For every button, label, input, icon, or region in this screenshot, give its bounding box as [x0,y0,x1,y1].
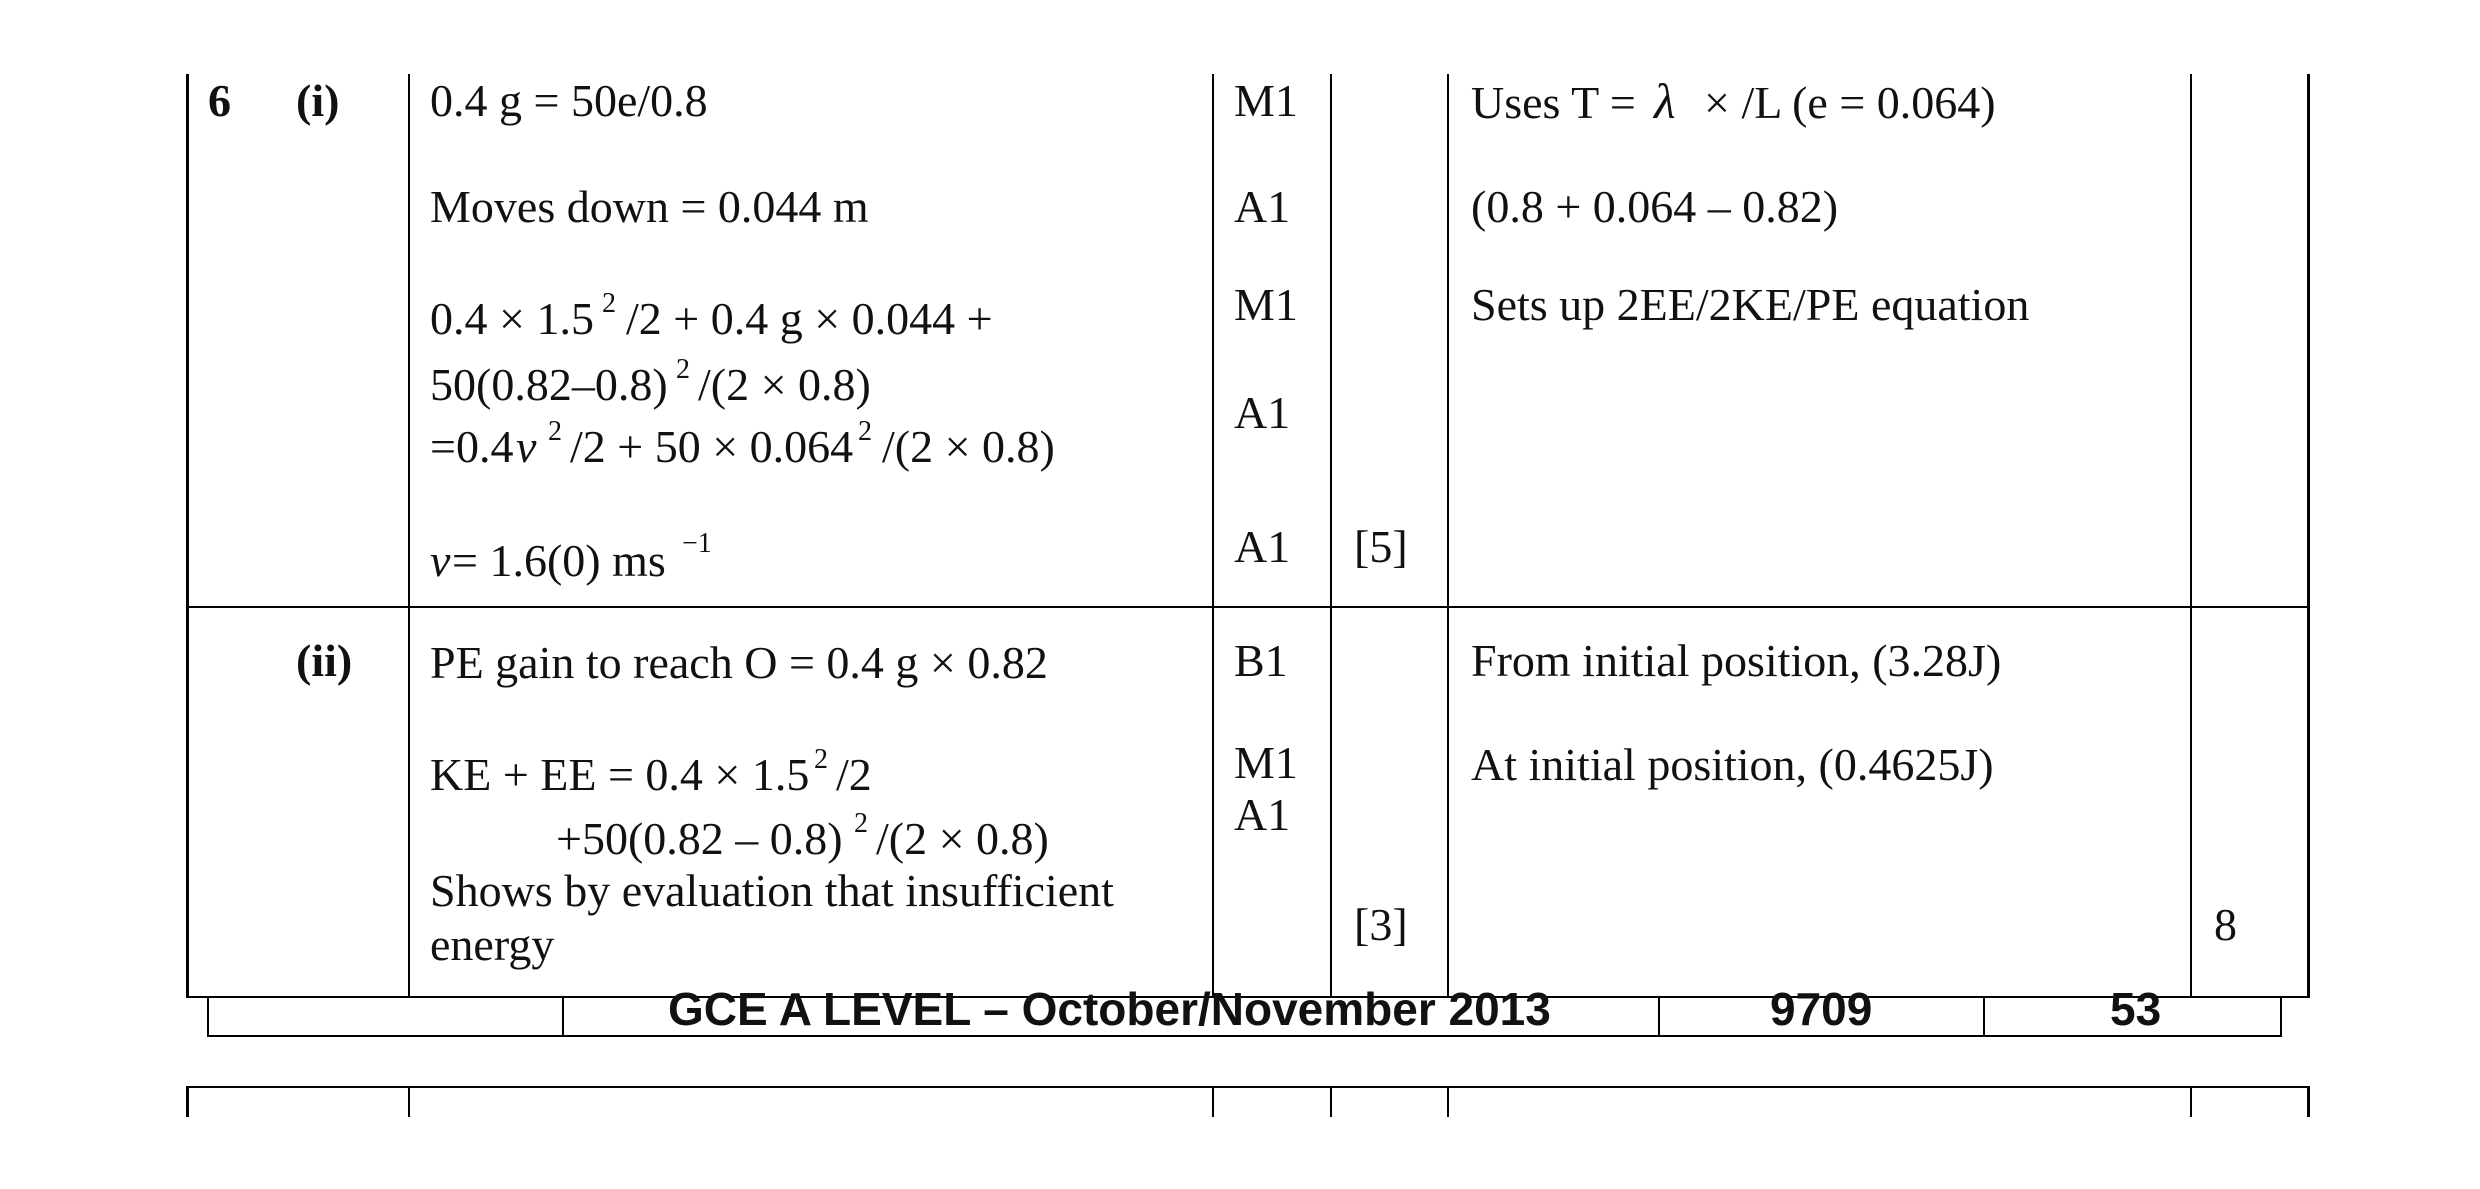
part-ii-line-1: PE gain to reach O = 0.4 g × 0.82 [430,637,1048,688]
part-i-mark-2: A1 [1234,181,1291,232]
part-i-line-4b: /(2 × 0.8) [698,359,871,410]
part-i-line-5b: /2 + 50 × 0.064 [570,421,854,472]
next-table-divider-3 [1330,1086,1332,1117]
header-title: GCE A LEVEL – October/November 2013 [668,983,1551,1035]
part-i-line-5c: /(2 × 0.8) [882,421,1055,472]
part-i-line-5-exponent-2: 2 [858,416,872,447]
part-i-line-5a: =0.4 [430,421,514,472]
part-ii-label: (ii) [296,635,353,686]
part-i-line-3a: 0.4 × 1.5 [430,293,594,344]
part-i-label: (i) [296,75,340,126]
part-i-line-4a: 50(0.82–0.8) [430,359,668,410]
part-ii-mark-1: B1 [1234,635,1288,686]
part-ii-mark-2: M1 [1234,737,1298,788]
header-border-left [207,996,209,1037]
next-table-divider-5 [2190,1086,2192,1117]
header-divider-1 [562,996,564,1037]
next-table-border-right [2307,1086,2310,1117]
table-col-divider-3 [1330,74,1332,998]
next-table-border-left [186,1086,189,1117]
part-ii-line-3-exponent: 2 [854,808,868,839]
part-ii-total: [3] [1354,899,1408,950]
question-number: 6 [208,75,231,126]
part-i-line-6-exponent: −1 [682,528,712,559]
part-i-line-1: 0.4 g = 50e/0.8 [430,75,708,126]
part-i-mark-1: M1 [1234,75,1298,126]
next-table-divider-2 [1212,1086,1214,1117]
part-ii-line-4: Shows by evaluation that insufficient [430,865,1114,916]
part-ii-line-2-exponent: 2 [814,744,828,775]
part-ii-line-2a: KE + EE = 0.4 × 1.5 [430,749,810,800]
table-col-divider-2 [1212,74,1214,998]
next-table-divider-4 [1447,1086,1449,1117]
header-paper: 53 [2110,983,2162,1035]
header-border-right [2280,996,2282,1037]
table-col-divider-5 [2190,74,2192,998]
header-divider-3 [1983,996,1985,1037]
part-ii-mark-3: A1 [1234,789,1291,840]
part-i-total: [5] [1354,521,1408,572]
part-i-guidance-1b: × /L (e = 0.064) [1704,77,1996,128]
table-col-divider-4 [1447,74,1449,998]
part-i-line-5-exponent-1: 2 [548,416,562,447]
part-i-line-6-v: v [430,535,451,586]
table-col-divider-1 [408,74,410,998]
part-ii-line-2b: /2 [836,749,872,800]
header-border-bottom [207,1035,2282,1037]
lambda-symbol: λ [1654,73,1676,129]
part-i-mark-4: A1 [1234,387,1291,438]
part-ii-guidance-2: At initial position, (0.4625J) [1471,739,1994,790]
part-i-line-3b: /2 + 0.4 g × 0.044 + [626,293,993,344]
part-i-guidance-1a: Uses T = [1471,77,1636,128]
part-i-guidance-3: Sets up 2EE/2KE/PE equation [1471,279,2030,330]
question-total: 8 [2214,899,2237,950]
header-syllabus: 9709 [1770,983,1873,1035]
part-i-mark-5: A1 [1234,521,1291,572]
next-table-border-top [186,1086,2310,1088]
table-border-right [2307,74,2310,998]
header-divider-2 [1658,996,1660,1037]
part-i-line-5-v: v [516,421,537,472]
part-i-guidance-2: (0.8 + 0.064 – 0.82) [1471,181,1839,232]
part-ii-line-3a: +50(0.82 – 0.8) [556,813,843,864]
part-i-line-6: = 1.6(0) ms [452,535,666,586]
part-ii-line-5: energy [430,919,555,970]
part-ii-line-3b: /(2 × 0.8) [876,813,1049,864]
next-table-divider-1 [408,1086,410,1117]
part-i-line-4-exponent: 2 [676,354,690,385]
table-row-divider [186,606,2310,608]
table-border-left [186,74,189,998]
part-i-mark-3: M1 [1234,279,1298,330]
part-i-line-3-exponent: 2 [602,288,616,319]
part-ii-guidance-1: From initial position, (3.28J) [1471,635,2002,686]
part-i-line-2: Moves down = 0.044 m [430,181,869,232]
